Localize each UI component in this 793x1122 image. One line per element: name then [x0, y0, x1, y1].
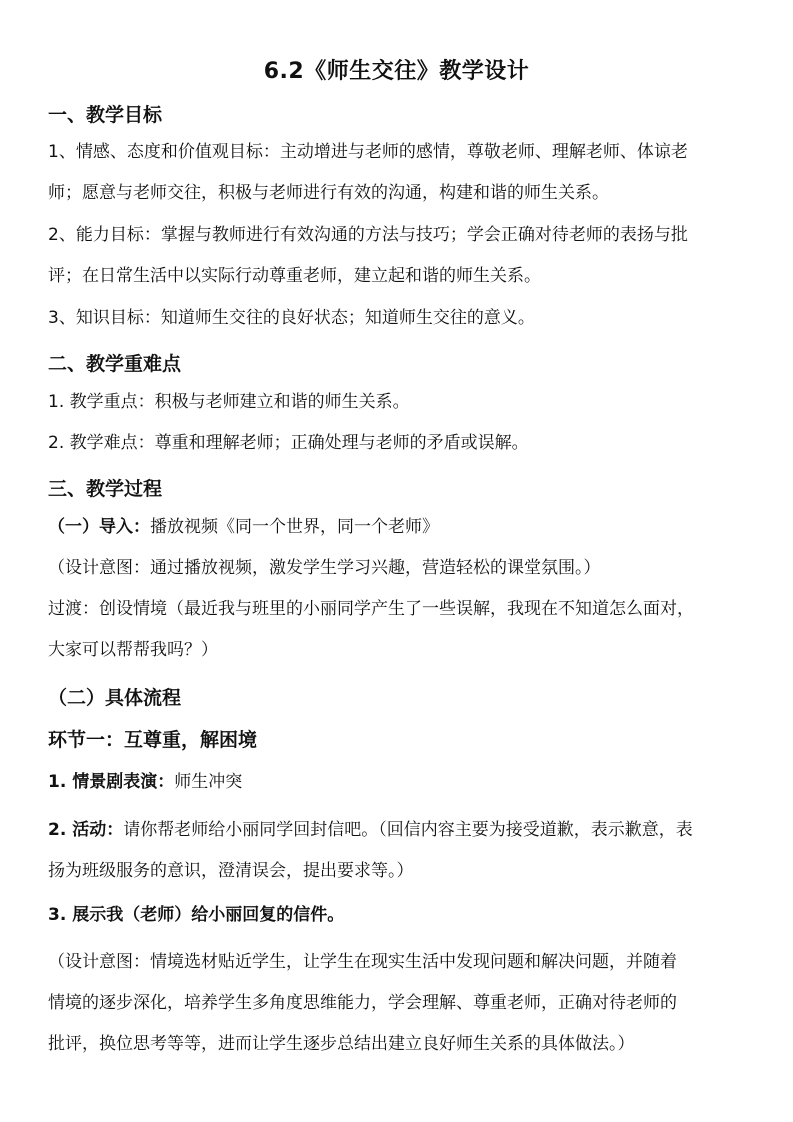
link-one-heading: 环节一：互尊重，解困境 [48, 729, 258, 751]
objective-item-1 [48, 132, 748, 214]
transition-paragraph [48, 589, 748, 671]
step-1-text: 师生冲突 [174, 772, 243, 792]
step-2-label: 2. 活动： [48, 820, 124, 840]
document-title: 6.2《师生交往》教学设计 [263, 59, 530, 84]
key-point-item-2: 2. 教学难点：尊重和理解老师；正确处理与老师的矛盾或误解。 [48, 433, 529, 453]
intro-label: （一）导入： [48, 517, 150, 537]
text-line: 师；愿意与老师交往，积极与老师进行有效的沟通，构建和谐的师生关系。 [48, 183, 609, 203]
text-line: 大家可以帮帮我吗？） [48, 640, 218, 660]
intro-text: 播放视频《同一个世界，同一个老师》 [150, 517, 439, 537]
intro-line [48, 517, 439, 537]
intro-design-intent: （设计意图：通过播放视频，激发学生学习兴趣，营造轻松的课堂氛围。） [48, 558, 601, 578]
text-line: 2、能力目标：掌握与教师进行有效沟通的方法与技巧；学会正确对待老师的表扬与批 [48, 225, 688, 245]
text-line: 评；在日常生活中以实际行动尊重老师，建立起和谐的师生关系。 [48, 266, 541, 286]
step-1 [48, 772, 242, 792]
section-heading-objectives: 一、教学目标 [48, 104, 163, 126]
design-intent-paragraph [48, 942, 748, 1065]
step-2-text: 请你帮老师给小丽同学回封信吧。（回信内容主要为接受道歉，表示歉意，表 [123, 820, 693, 840]
step-3: 3. 展示我（老师）给小丽回复的信件。 [48, 905, 345, 925]
step-2 [48, 810, 748, 892]
text-line: 批评，换位思考等等，进而让学生逐步总结出建立良好师生关系的具体做法。） [48, 1034, 635, 1054]
key-point-item-1: 1. 教学重点：积极与老师建立和谐的师生关系。 [48, 392, 410, 412]
flow-heading: （二）具体流程 [48, 687, 182, 709]
step-1-label: 1. 情景剧表演： [48, 772, 175, 792]
text-line: （设计意图：情境选材贴近学生，让学生在现实生活中发现问题和解决问题，并随着 [48, 952, 677, 972]
section-heading-key-points: 二、教学重难点 [48, 353, 182, 375]
text-line [48, 810, 748, 851]
objective-item-2 [48, 215, 748, 297]
section-heading-process: 三、教学过程 [48, 478, 163, 500]
text-line: 扬为班级服务的意识，澄清误会，提出要求等。） [48, 861, 414, 881]
text-line: 1、情感、态度和价值观目标：主动增进与老师的感情，尊敬老师、理解老师、体谅老 [48, 142, 688, 162]
text-line: 过渡：创设情境（最近我与班里的小丽同学产生了一些误解，我现在不知道怎么面对， [48, 599, 694, 619]
text-line: 情境的逐步深化，培养学生多角度思维能力，学会理解、尊重老师，正确对待老师的 [48, 993, 677, 1013]
objective-item-3: 3、知识目标：知道师生交往的良好状态；知道师生交往的意义。 [48, 308, 535, 328]
